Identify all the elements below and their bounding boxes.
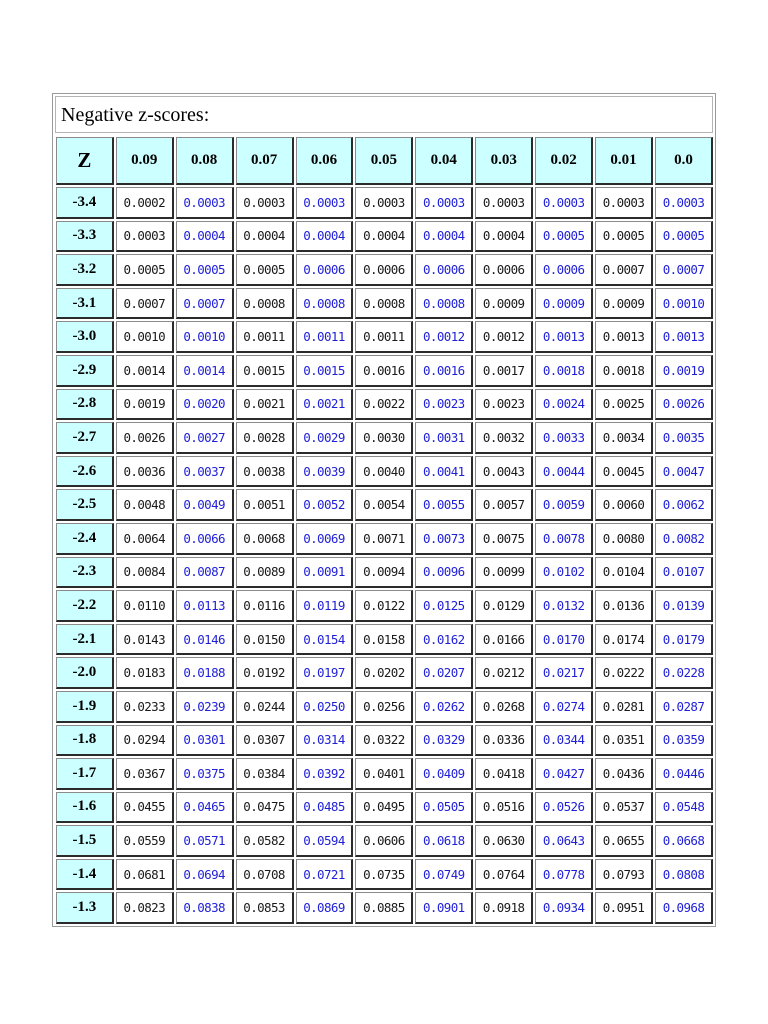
table-row	[56, 389, 713, 421]
probability-cell: 0.0158	[355, 624, 413, 656]
probability-cell: 0.0446	[655, 758, 713, 790]
probability-cell: 0.0009	[595, 288, 653, 320]
probability-cell: 0.0436	[595, 758, 653, 790]
probability-cell: 0.0274	[535, 691, 593, 723]
probability-cell: 0.0030	[355, 422, 413, 454]
probability-cell: 0.0192	[236, 657, 294, 689]
table-row	[56, 758, 713, 790]
probability-cell: 0.0099	[475, 557, 533, 589]
probability-cell: 0.0024	[535, 389, 593, 421]
probability-cell: 0.0918	[475, 892, 533, 924]
table-row	[56, 859, 713, 891]
probability-cell: 0.0023	[475, 389, 533, 421]
probability-cell: 0.0035	[655, 422, 713, 454]
probability-cell: 0.0045	[595, 456, 653, 488]
probability-cell: 0.0003	[116, 221, 174, 253]
probability-cell: 0.0015	[236, 355, 294, 387]
probability-cell: 0.0040	[355, 456, 413, 488]
probability-cell: 0.0014	[176, 355, 234, 387]
probability-cell: 0.0073	[415, 523, 473, 555]
probability-cell: 0.0294	[116, 725, 174, 757]
probability-cell: 0.0008	[355, 288, 413, 320]
probability-cell: 0.0096	[415, 557, 473, 589]
probability-cell: 0.0013	[535, 321, 593, 353]
probability-cell: 0.0188	[176, 657, 234, 689]
row-z-value: -2.2	[56, 590, 114, 622]
probability-cell: 0.0018	[535, 355, 593, 387]
probability-cell: 0.0005	[116, 254, 174, 286]
probability-cell: 0.0049	[176, 489, 234, 521]
probability-cell: 0.0384	[236, 758, 294, 790]
probability-cell: 0.0007	[116, 288, 174, 320]
probability-cell: 0.0537	[595, 792, 653, 824]
row-z-value: -2.6	[56, 456, 114, 488]
table-row	[56, 422, 713, 454]
probability-cell: 0.0823	[116, 892, 174, 924]
probability-cell: 0.0011	[236, 321, 294, 353]
table-row	[56, 691, 713, 723]
probability-cell: 0.0002	[116, 187, 174, 219]
table-row	[56, 523, 713, 555]
probability-cell: 0.0668	[655, 825, 713, 857]
probability-cell: 0.0516	[475, 792, 533, 824]
probability-cell: 0.0314	[296, 725, 354, 757]
probability-cell: 0.0016	[355, 355, 413, 387]
probability-cell: 0.0571	[176, 825, 234, 857]
probability-cell: 0.0375	[176, 758, 234, 790]
row-z-value: -2.0	[56, 657, 114, 689]
probability-cell: 0.0004	[176, 221, 234, 253]
probability-cell: 0.0113	[176, 590, 234, 622]
column-header: 0.0	[655, 137, 713, 185]
probability-cell: 0.0869	[296, 892, 354, 924]
probability-cell: 0.0708	[236, 859, 294, 891]
probability-cell: 0.0011	[296, 321, 354, 353]
probability-cell: 0.0068	[236, 523, 294, 555]
row-z-value: -2.5	[56, 489, 114, 521]
probability-cell: 0.0146	[176, 624, 234, 656]
probability-cell: 0.0052	[296, 489, 354, 521]
probability-cell: 0.0174	[595, 624, 653, 656]
probability-cell: 0.0885	[355, 892, 413, 924]
row-z-value: -2.8	[56, 389, 114, 421]
probability-cell: 0.0007	[595, 254, 653, 286]
probability-cell: 0.0041	[415, 456, 473, 488]
table-row	[56, 288, 713, 320]
probability-cell: 0.0017	[475, 355, 533, 387]
row-z-value: -3.4	[56, 187, 114, 219]
table-row	[56, 321, 713, 353]
probability-cell: 0.0838	[176, 892, 234, 924]
probability-cell: 0.0004	[475, 221, 533, 253]
probability-cell: 0.0951	[595, 892, 653, 924]
probability-cell: 0.0062	[655, 489, 713, 521]
probability-cell: 0.0559	[116, 825, 174, 857]
probability-cell: 0.0336	[475, 725, 533, 757]
probability-cell: 0.0643	[535, 825, 593, 857]
probability-cell: 0.0901	[415, 892, 473, 924]
column-header: 0.05	[355, 137, 413, 185]
probability-cell: 0.0475	[236, 792, 294, 824]
probability-cell: 0.0003	[475, 187, 533, 219]
probability-cell: 0.0212	[475, 657, 533, 689]
table-caption: Negative z-scores:	[55, 96, 713, 133]
probability-cell: 0.0228	[655, 657, 713, 689]
probability-cell: 0.0029	[296, 422, 354, 454]
probability-cell: 0.0793	[595, 859, 653, 891]
row-z-value: -3.0	[56, 321, 114, 353]
probability-cell: 0.0015	[296, 355, 354, 387]
z-column-header: Z	[56, 137, 114, 185]
probability-cell: 0.0322	[355, 725, 413, 757]
probability-cell: 0.0268	[475, 691, 533, 723]
probability-cell: 0.0004	[236, 221, 294, 253]
probability-cell: 0.0009	[475, 288, 533, 320]
probability-cell: 0.0262	[415, 691, 473, 723]
probability-cell: 0.0107	[655, 557, 713, 589]
column-header-row	[56, 137, 713, 185]
column-header: 0.06	[296, 137, 354, 185]
table-row	[56, 187, 713, 219]
probability-cell: 0.0003	[176, 187, 234, 219]
probability-cell: 0.0694	[176, 859, 234, 891]
probability-cell: 0.0505	[415, 792, 473, 824]
column-header: 0.02	[535, 137, 593, 185]
probability-cell: 0.0094	[355, 557, 413, 589]
table-row	[56, 254, 713, 286]
probability-cell: 0.0078	[535, 523, 593, 555]
probability-cell: 0.0495	[355, 792, 413, 824]
column-header: 0.07	[236, 137, 294, 185]
probability-cell: 0.0004	[415, 221, 473, 253]
probability-cell: 0.0116	[236, 590, 294, 622]
table-row	[56, 825, 713, 857]
row-z-value: -3.1	[56, 288, 114, 320]
probability-cell: 0.0287	[655, 691, 713, 723]
probability-cell: 0.0526	[535, 792, 593, 824]
row-z-value: -1.5	[56, 825, 114, 857]
probability-cell: 0.0007	[176, 288, 234, 320]
probability-cell: 0.0281	[595, 691, 653, 723]
column-header: 0.08	[176, 137, 234, 185]
probability-cell: 0.0102	[535, 557, 593, 589]
probability-cell: 0.0044	[535, 456, 593, 488]
probability-cell: 0.0012	[475, 321, 533, 353]
probability-cell: 0.0034	[595, 422, 653, 454]
probability-cell: 0.0582	[236, 825, 294, 857]
probability-cell: 0.0084	[116, 557, 174, 589]
row-z-value: -2.3	[56, 557, 114, 589]
probability-cell: 0.0057	[475, 489, 533, 521]
probability-cell: 0.0594	[296, 825, 354, 857]
column-header: 0.09	[116, 137, 174, 185]
probability-cell: 0.0054	[355, 489, 413, 521]
probability-cell: 0.0039	[296, 456, 354, 488]
probability-cell: 0.0301	[176, 725, 234, 757]
probability-cell: 0.0735	[355, 859, 413, 891]
probability-cell: 0.0427	[535, 758, 593, 790]
probability-cell: 0.0655	[595, 825, 653, 857]
z-score-table	[54, 135, 715, 926]
table-row	[56, 892, 713, 924]
probability-cell: 0.0307	[236, 725, 294, 757]
probability-cell: 0.0075	[475, 523, 533, 555]
table-body	[56, 187, 713, 924]
probability-cell: 0.0233	[116, 691, 174, 723]
probability-cell: 0.0207	[415, 657, 473, 689]
probability-cell: 0.0606	[355, 825, 413, 857]
probability-cell: 0.0036	[116, 456, 174, 488]
probability-cell: 0.0066	[176, 523, 234, 555]
z-table-frame	[52, 93, 716, 927]
probability-cell: 0.0037	[176, 456, 234, 488]
probability-cell: 0.0618	[415, 825, 473, 857]
probability-cell: 0.0033	[535, 422, 593, 454]
probability-cell: 0.0005	[655, 221, 713, 253]
probability-cell: 0.0012	[415, 321, 473, 353]
row-z-value: -1.3	[56, 892, 114, 924]
probability-cell: 0.0060	[595, 489, 653, 521]
row-z-value: -2.4	[56, 523, 114, 555]
probability-cell: 0.0009	[535, 288, 593, 320]
row-z-value: -1.7	[56, 758, 114, 790]
row-z-value: -2.1	[56, 624, 114, 656]
probability-cell: 0.0003	[655, 187, 713, 219]
row-z-value: -1.4	[56, 859, 114, 891]
probability-cell: 0.0154	[296, 624, 354, 656]
probability-cell: 0.0351	[595, 725, 653, 757]
probability-cell: 0.0013	[655, 321, 713, 353]
probability-cell: 0.0006	[535, 254, 593, 286]
probability-cell: 0.0018	[595, 355, 653, 387]
probability-cell: 0.0003	[535, 187, 593, 219]
probability-cell: 0.0162	[415, 624, 473, 656]
probability-cell: 0.0022	[355, 389, 413, 421]
probability-cell: 0.0014	[116, 355, 174, 387]
probability-cell: 0.0808	[655, 859, 713, 891]
probability-cell: 0.0003	[296, 187, 354, 219]
table-row	[56, 355, 713, 387]
probability-cell: 0.0006	[415, 254, 473, 286]
probability-cell: 0.0132	[535, 590, 593, 622]
probability-cell: 0.0110	[116, 590, 174, 622]
probability-cell: 0.0119	[296, 590, 354, 622]
probability-cell: 0.0069	[296, 523, 354, 555]
probability-cell: 0.0244	[236, 691, 294, 723]
probability-cell: 0.0051	[236, 489, 294, 521]
probability-cell: 0.0179	[655, 624, 713, 656]
probability-cell: 0.0021	[236, 389, 294, 421]
probability-cell: 0.0202	[355, 657, 413, 689]
probability-cell: 0.0129	[475, 590, 533, 622]
table-row	[56, 489, 713, 521]
probability-cell: 0.0143	[116, 624, 174, 656]
table-row	[56, 624, 713, 656]
probability-cell: 0.0005	[176, 254, 234, 286]
probability-cell: 0.0455	[116, 792, 174, 824]
table-row	[56, 725, 713, 757]
probability-cell: 0.0080	[595, 523, 653, 555]
row-z-value: -3.3	[56, 221, 114, 253]
probability-cell: 0.0087	[176, 557, 234, 589]
probability-cell: 0.0004	[355, 221, 413, 253]
probability-cell: 0.0006	[296, 254, 354, 286]
probability-cell: 0.0222	[595, 657, 653, 689]
probability-cell: 0.0043	[475, 456, 533, 488]
probability-cell: 0.0055	[415, 489, 473, 521]
probability-cell: 0.0089	[236, 557, 294, 589]
probability-cell: 0.0003	[355, 187, 413, 219]
row-z-value: -1.9	[56, 691, 114, 723]
probability-cell: 0.0329	[415, 725, 473, 757]
probability-cell: 0.0026	[655, 389, 713, 421]
probability-cell: 0.0359	[655, 725, 713, 757]
probability-cell: 0.0721	[296, 859, 354, 891]
probability-cell: 0.0344	[535, 725, 593, 757]
table-row	[56, 590, 713, 622]
probability-cell: 0.0013	[595, 321, 653, 353]
probability-cell: 0.0005	[236, 254, 294, 286]
probability-cell: 0.0003	[595, 187, 653, 219]
probability-cell: 0.0003	[415, 187, 473, 219]
probability-cell: 0.0681	[116, 859, 174, 891]
probability-cell: 0.0401	[355, 758, 413, 790]
column-header: 0.01	[595, 137, 653, 185]
probability-cell: 0.0418	[475, 758, 533, 790]
probability-cell: 0.0006	[355, 254, 413, 286]
probability-cell: 0.0071	[355, 523, 413, 555]
column-header: 0.04	[415, 137, 473, 185]
probability-cell: 0.0764	[475, 859, 533, 891]
probability-cell: 0.0367	[116, 758, 174, 790]
probability-cell: 0.0026	[116, 422, 174, 454]
probability-cell: 0.0005	[535, 221, 593, 253]
probability-cell: 0.0007	[655, 254, 713, 286]
probability-cell: 0.0122	[355, 590, 413, 622]
probability-cell: 0.0048	[116, 489, 174, 521]
probability-cell: 0.0019	[116, 389, 174, 421]
probability-cell: 0.0217	[535, 657, 593, 689]
table-row	[56, 221, 713, 253]
probability-cell: 0.0409	[415, 758, 473, 790]
probability-cell: 0.0485	[296, 792, 354, 824]
probability-cell: 0.0010	[176, 321, 234, 353]
probability-cell: 0.0010	[655, 288, 713, 320]
probability-cell: 0.0028	[236, 422, 294, 454]
probability-cell: 0.0008	[296, 288, 354, 320]
probability-cell: 0.0465	[176, 792, 234, 824]
probability-cell: 0.0019	[655, 355, 713, 387]
probability-cell: 0.0183	[116, 657, 174, 689]
probability-cell: 0.0166	[475, 624, 533, 656]
probability-cell: 0.0008	[415, 288, 473, 320]
probability-cell: 0.0025	[595, 389, 653, 421]
probability-cell: 0.0197	[296, 657, 354, 689]
probability-cell: 0.0011	[355, 321, 413, 353]
probability-cell: 0.0008	[236, 288, 294, 320]
probability-cell: 0.0778	[535, 859, 593, 891]
table-row	[56, 557, 713, 589]
probability-cell: 0.0006	[475, 254, 533, 286]
table-row	[56, 792, 713, 824]
probability-cell: 0.0038	[236, 456, 294, 488]
probability-cell: 0.0104	[595, 557, 653, 589]
column-header: 0.03	[475, 137, 533, 185]
probability-cell: 0.0125	[415, 590, 473, 622]
probability-cell: 0.0010	[116, 321, 174, 353]
probability-cell: 0.0150	[236, 624, 294, 656]
probability-cell: 0.0032	[475, 422, 533, 454]
probability-cell: 0.0031	[415, 422, 473, 454]
probability-cell: 0.0749	[415, 859, 473, 891]
table-row	[56, 657, 713, 689]
probability-cell: 0.0027	[176, 422, 234, 454]
row-z-value: -1.8	[56, 725, 114, 757]
probability-cell: 0.0064	[116, 523, 174, 555]
row-z-value: -2.9	[56, 355, 114, 387]
probability-cell: 0.0548	[655, 792, 713, 824]
probability-cell: 0.0853	[236, 892, 294, 924]
row-z-value: -1.6	[56, 792, 114, 824]
row-z-value: -2.7	[56, 422, 114, 454]
probability-cell: 0.0005	[595, 221, 653, 253]
probability-cell: 0.0934	[535, 892, 593, 924]
probability-cell: 0.0004	[296, 221, 354, 253]
probability-cell: 0.0239	[176, 691, 234, 723]
table-row	[56, 456, 713, 488]
probability-cell: 0.0020	[176, 389, 234, 421]
probability-cell: 0.0392	[296, 758, 354, 790]
probability-cell: 0.0047	[655, 456, 713, 488]
probability-cell: 0.0250	[296, 691, 354, 723]
probability-cell: 0.0630	[475, 825, 533, 857]
row-z-value: -3.2	[56, 254, 114, 286]
probability-cell: 0.0023	[415, 389, 473, 421]
probability-cell: 0.0170	[535, 624, 593, 656]
probability-cell: 0.0059	[535, 489, 593, 521]
probability-cell: 0.0016	[415, 355, 473, 387]
probability-cell: 0.0021	[296, 389, 354, 421]
probability-cell: 0.0082	[655, 523, 713, 555]
probability-cell: 0.0139	[655, 590, 713, 622]
probability-cell: 0.0256	[355, 691, 413, 723]
probability-cell: 0.0136	[595, 590, 653, 622]
probability-cell: 0.0003	[236, 187, 294, 219]
probability-cell: 0.0968	[655, 892, 713, 924]
probability-cell: 0.0091	[296, 557, 354, 589]
